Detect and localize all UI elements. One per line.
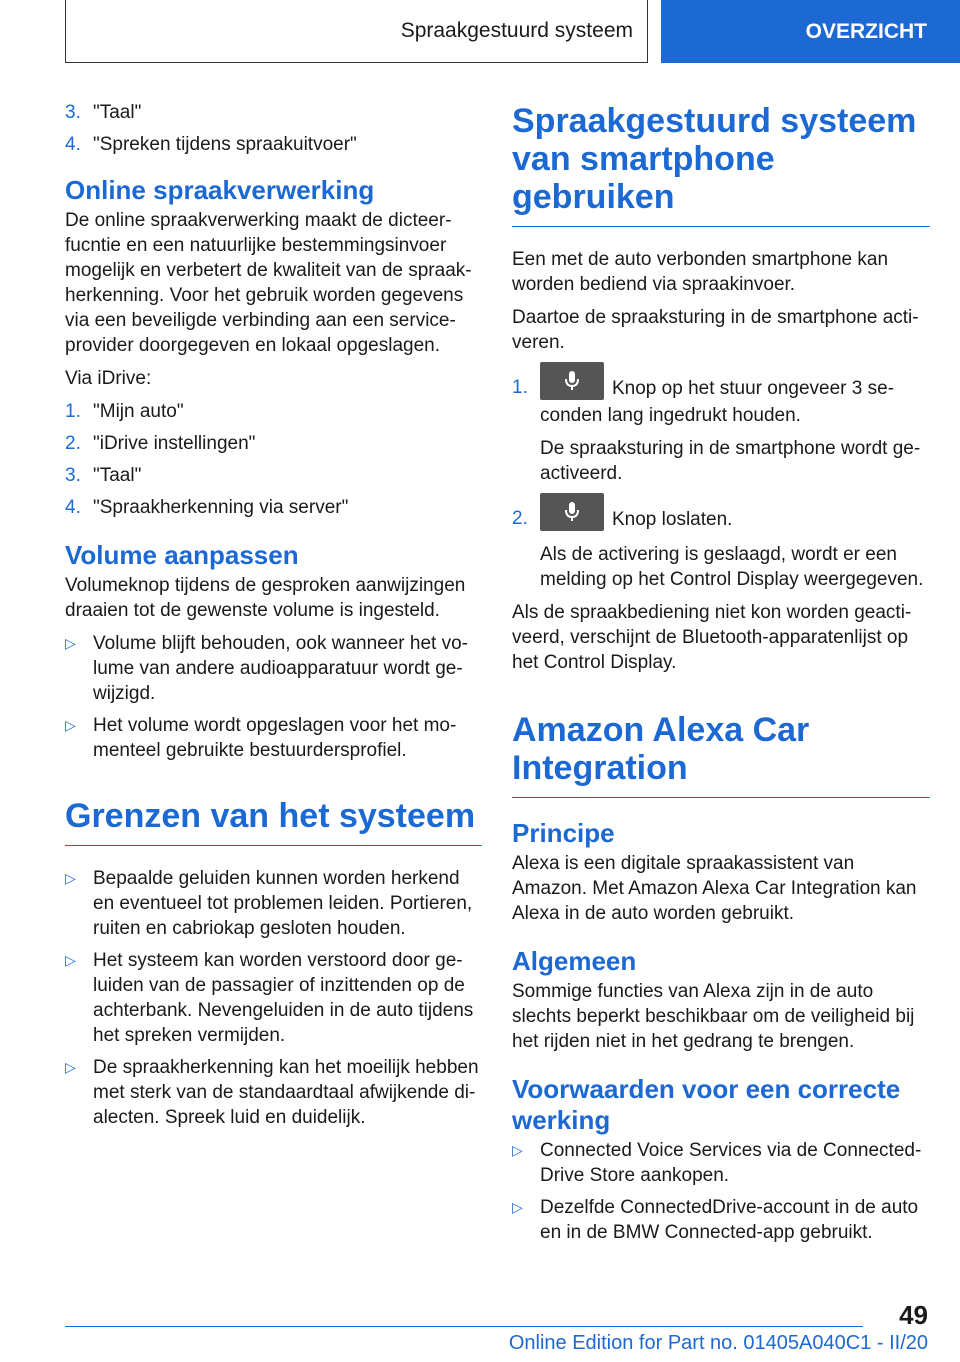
footer-edition: Online Edition for Part no. 01405A040C1 - II/20 [508, 1332, 928, 1354]
volume-text: Volumeknop tijdens de gesproken aanwijzingen draaien tot de gewenste volume is ingesteld. [65, 575, 466, 621]
list-number: 2. [65, 433, 81, 454]
list-number: 2. [512, 508, 528, 529]
limits-heading: Grenzen van het systeem [65, 797, 482, 846]
algemeen-text: Sommige functies van Alexa zijn in de auto slechts beperkt beschikbaar om de veiligheid bij het rijden niet in het gedrang te brengen. [512, 981, 915, 1052]
triangle-bullet-icon: ▷ [65, 870, 76, 886]
list-text: Het volume wordt opgeslagen voor het momenteel gebruikte bestuurdersprofiel. [93, 715, 457, 761]
list-item [512, 1195, 930, 1245]
list-text: Connected Voice Services via de ConnectedDrive Store aankopen. [540, 1140, 922, 1186]
list-number: 3. [65, 102, 81, 123]
step-subtext: Als de activering is geslaagd, wordt er een melding op het Control Display weergegeven. [540, 544, 924, 590]
smartphone-text-2: Daartoe de spraaksturing in de smartphone activeren. [512, 307, 919, 353]
list-text: Het systeem kan worden verstoord door geluiden van de passagier of inzittenden op de achterbank. Nevengeluiden in de auto tijdens het spreken vermijden. [93, 950, 474, 1046]
list-item [65, 431, 482, 456]
smartphone-text-1: Een met de auto verbonden smartphone kan worden bediend via spraakinvoer. [512, 249, 889, 295]
list-item [65, 463, 482, 488]
list-text: "Spraakherkenning via server" [93, 497, 349, 518]
header-tab-label: OVERZICHT [805, 19, 927, 43]
list-number: 1. [65, 401, 81, 422]
principe-heading: Principe [512, 818, 615, 848]
list-item [65, 100, 482, 125]
via-idrive: Via iDrive: [65, 368, 152, 389]
list-item [512, 506, 930, 592]
step-text: Knop op het stuur ongeveer 3 seconden lang ingedrukt houden. [540, 378, 895, 426]
list-text: "Taal" [93, 102, 142, 123]
steps-list [512, 375, 930, 592]
list-number: 4. [65, 134, 81, 155]
principe-text: Alexa is een digitale spraakassistent van Amazon. Met Amazon Alexa Car Integration kan Alexa in de auto worden gebruikt. [512, 853, 917, 924]
list-item [65, 713, 482, 763]
header-section-label: Spraakgestuurd systeem [400, 19, 633, 42]
alexa-heading: Amazon Alexa Car Integration [512, 711, 930, 798]
microphone-icon [563, 369, 581, 393]
triangle-bullet-icon: ▷ [65, 635, 76, 651]
smartphone-heading: Spraakgestuurd systeem van smartphone gebruiken [512, 102, 930, 227]
triangle-bullet-icon: ▷ [512, 1142, 523, 1158]
list-item [512, 1138, 930, 1188]
list-text: "iDrive instellingen" [93, 433, 256, 454]
list-item [65, 866, 482, 941]
list-text: Dezelfde ConnectedDrive-account in de auto en in de BMW Connected-app gebruikt. [540, 1197, 919, 1243]
list-text: "Taal" [93, 465, 142, 486]
list-text: "Spreken tijdens spraakuitvoer" [93, 134, 357, 155]
list-item [65, 132, 482, 157]
intro-list [65, 100, 482, 157]
list-number: 1. [512, 377, 528, 398]
list-number: 3. [65, 465, 81, 486]
list-item [512, 375, 930, 486]
triangle-bullet-icon: ▷ [65, 717, 76, 733]
triangle-bullet-icon: ▷ [512, 1199, 523, 1215]
list-text: "Mijn auto" [93, 401, 184, 422]
volume-bullets [65, 631, 482, 763]
steering-wheel-voice-button [540, 362, 604, 400]
list-item [65, 1055, 482, 1130]
step-text: Knop loslaten. [612, 509, 733, 531]
triangle-bullet-icon: ▷ [65, 1059, 76, 1075]
list-item [65, 948, 482, 1048]
microphone-icon [563, 500, 581, 524]
list-number: 4. [65, 497, 81, 518]
list-text: Volume blijft behouden, ook wanneer het volume van andere audioapparatuur wordt gewijzigd. [93, 633, 468, 704]
header-overview-tab[interactable] [661, 0, 960, 63]
step-content [540, 375, 930, 486]
step-subtext: De spraaksturing in de smartphone wordt geactiveerd. [540, 438, 921, 484]
limits-bullets [65, 866, 482, 1130]
online-heading: Online spraakverwerking [65, 175, 375, 205]
step-content [540, 506, 930, 592]
triangle-bullet-icon: ▷ [65, 952, 76, 968]
algemeen-heading: Algemeen [512, 946, 637, 976]
volume-heading: Volume aanpassen [65, 540, 299, 570]
header-section-title [65, 0, 648, 63]
list-text: De spraakherkenning kan het moeilijk hebben met sterk van de standaardtaal afwijkende dialecten. Spreek luid en duidelijk. [93, 1057, 479, 1128]
list-item [65, 495, 482, 520]
page-number: 49 [899, 1300, 928, 1330]
list-item [65, 399, 482, 424]
list-item [65, 631, 482, 706]
steering-wheel-voice-button [540, 493, 604, 531]
list-text: Bepaalde geluiden kunnen worden herkend en eventueel tot problemen leiden. Portieren, ruiten en cabriokap gesloten houden. [93, 868, 473, 939]
smartphone-text-3: Als de spraakbediening niet kon worden geactiveerd, verschijnt de Bluetooth-apparatenlijst op het Control Display. [512, 602, 912, 673]
left-column [65, 100, 482, 1138]
footer-divider [65, 1326, 863, 1327]
voorwaarden-bullets [512, 1138, 930, 1245]
idrive-list [65, 399, 482, 520]
online-text: De online spraakverwerking maakt de dicteerfucntie en een natuurlijke bestemmingsinvoer mogelijk en verbetert de kwaliteit van de spraakherkenning. Voor het gebruik worden gegevens via een beveiligde verbinding aan een serviceprovider doorgegeven en lokaal opgeslagen. [65, 210, 472, 356]
voorwaarden-heading: Voorwaarden voor een correcte werking [512, 1074, 901, 1135]
right-column [512, 100, 930, 1253]
